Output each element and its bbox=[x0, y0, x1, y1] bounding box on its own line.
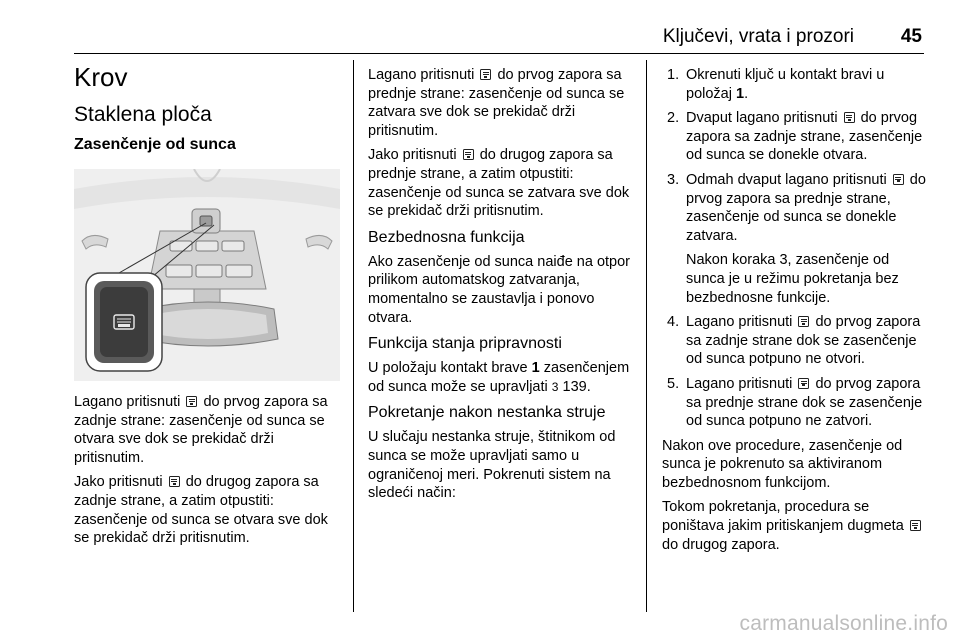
paragraph: Nakon ove procedure, zasenčenje od sunca je pokrenuto sa aktiviranom bezbednosnom funkcijom. bbox=[662, 437, 903, 491]
column-divider bbox=[646, 60, 647, 612]
column-divider bbox=[353, 60, 354, 612]
chapter-title: Ključevi, vrata i prozori bbox=[662, 26, 854, 47]
paragraph: U položaju kontakt brave 1 zasenčenjem od sunca može se upravljati 3 139. bbox=[368, 360, 630, 395]
sunshade-switch-icon bbox=[798, 316, 809, 327]
paragraph: Lagano pritisnuti do prvog zapora sa prednje strane: zasenčenje od sunca se zatvara sve dok se prekidač drži pritisnutim. bbox=[368, 67, 625, 139]
paragraph: Ako zasenčenje od sunca naiđe na otpor prilikom automatskog zatvaranja, momentalno se zaustavlja i ponovo otvara. bbox=[368, 253, 630, 326]
list-item: 1. Okrenuti ključ u kontakt bravi u položaj 1. bbox=[667, 67, 885, 102]
sunshade-switch-icon bbox=[893, 174, 904, 185]
list-item: 3. Odmah dvaput lagano pritisnuti do prvog zapora sa prednje strane, zasenčenje od sunca se donekle zatvara. Nakon koraka 3, zasenčenje od sunca je u režimu pokretanja bez bezbednosne funkcije. bbox=[662, 171, 928, 307]
list-item: 4. Lagano pritisnuti do prvog zapora sa zadnje strane dok se zasenčenje od sunca potpuno ne otvori. bbox=[667, 314, 921, 368]
subsection-title: Zasenčenje od sunca bbox=[74, 136, 236, 153]
page-reference-icon[interactable]: 3 bbox=[551, 379, 559, 394]
header-rule bbox=[74, 53, 924, 54]
paragraph: Lagano pritisnuti do prvog zapora sa zadnje strane: zasenčenje od sunca se otvara sve dok se prekidač drži pritisnutim. bbox=[74, 394, 328, 466]
list-item: 2. Dvaput lagano pritisnuti do prvog zapora sa zadnje strane, zasenčenje od sunca se donekle otvara. bbox=[667, 110, 923, 164]
sunshade-switch-icon bbox=[186, 396, 197, 407]
roof-console-illustration bbox=[74, 169, 340, 381]
sunshade-switch-icon bbox=[798, 378, 809, 389]
column-1 bbox=[74, 60, 340, 554]
sunshade-switch-icon bbox=[844, 112, 855, 123]
procedure-steps bbox=[662, 66, 928, 431]
heading-restart-after-power-loss: Pokretanje nakon nestanka struje bbox=[368, 404, 606, 422]
sunshade-switch-icon bbox=[910, 520, 921, 531]
paragraph: Tokom pokretanja, procedura se poništava jakim pritiskanjem dugmeta do drugog zapora. bbox=[662, 498, 928, 554]
column-2 bbox=[368, 60, 636, 509]
heading-safety-function: Bezbednosna funkcija bbox=[368, 228, 525, 246]
ignition-position: 1 bbox=[531, 360, 540, 377]
paragraph: Jako pritisnuti do drugog zapora sa prednje strane, a zatim otpustiti: zasenčenje od sunca se zatvara sve dok se prekidač drži pritisnutim. bbox=[368, 147, 630, 220]
paragraph: Jako pritisnuti do drugog zapora sa zadnje strane, a zatim otpustiti: zasenčenje od sunca se otvara sve dok se prekidač drži pritisnutim. bbox=[74, 474, 328, 547]
step-note: Nakon koraka 3, zasenčenje od sunca je u režimu pokretanja bez bezbednosne funkcije. bbox=[686, 252, 899, 306]
column-3 bbox=[662, 60, 928, 560]
page-title: Krov bbox=[74, 62, 128, 92]
paragraph: U slučaju nestanka struje, štitnikom od sunca se može upravljati samo u ograničenoj meri. Pokrenuti sistem na sledeći način: bbox=[368, 429, 616, 502]
page-number: 45 bbox=[900, 26, 922, 47]
sunshade-switch-illustration bbox=[74, 169, 340, 381]
sunshade-switch-icon bbox=[463, 149, 474, 160]
list-item: 5. Lagano pritisnuti do prvog zapora sa prednje strane dok se zasenčenje od sunca potpuno ne zatvori. bbox=[667, 375, 923, 430]
section-title: Staklena ploča bbox=[74, 103, 212, 126]
heading-standby-function: Funkcija stanja pripravnosti bbox=[368, 335, 562, 353]
sunshade-switch-icon bbox=[169, 476, 180, 487]
page-header bbox=[74, 26, 924, 56]
sunshade-switch-icon bbox=[480, 69, 491, 80]
watermark: carmanualsonline.info bbox=[739, 612, 948, 635]
